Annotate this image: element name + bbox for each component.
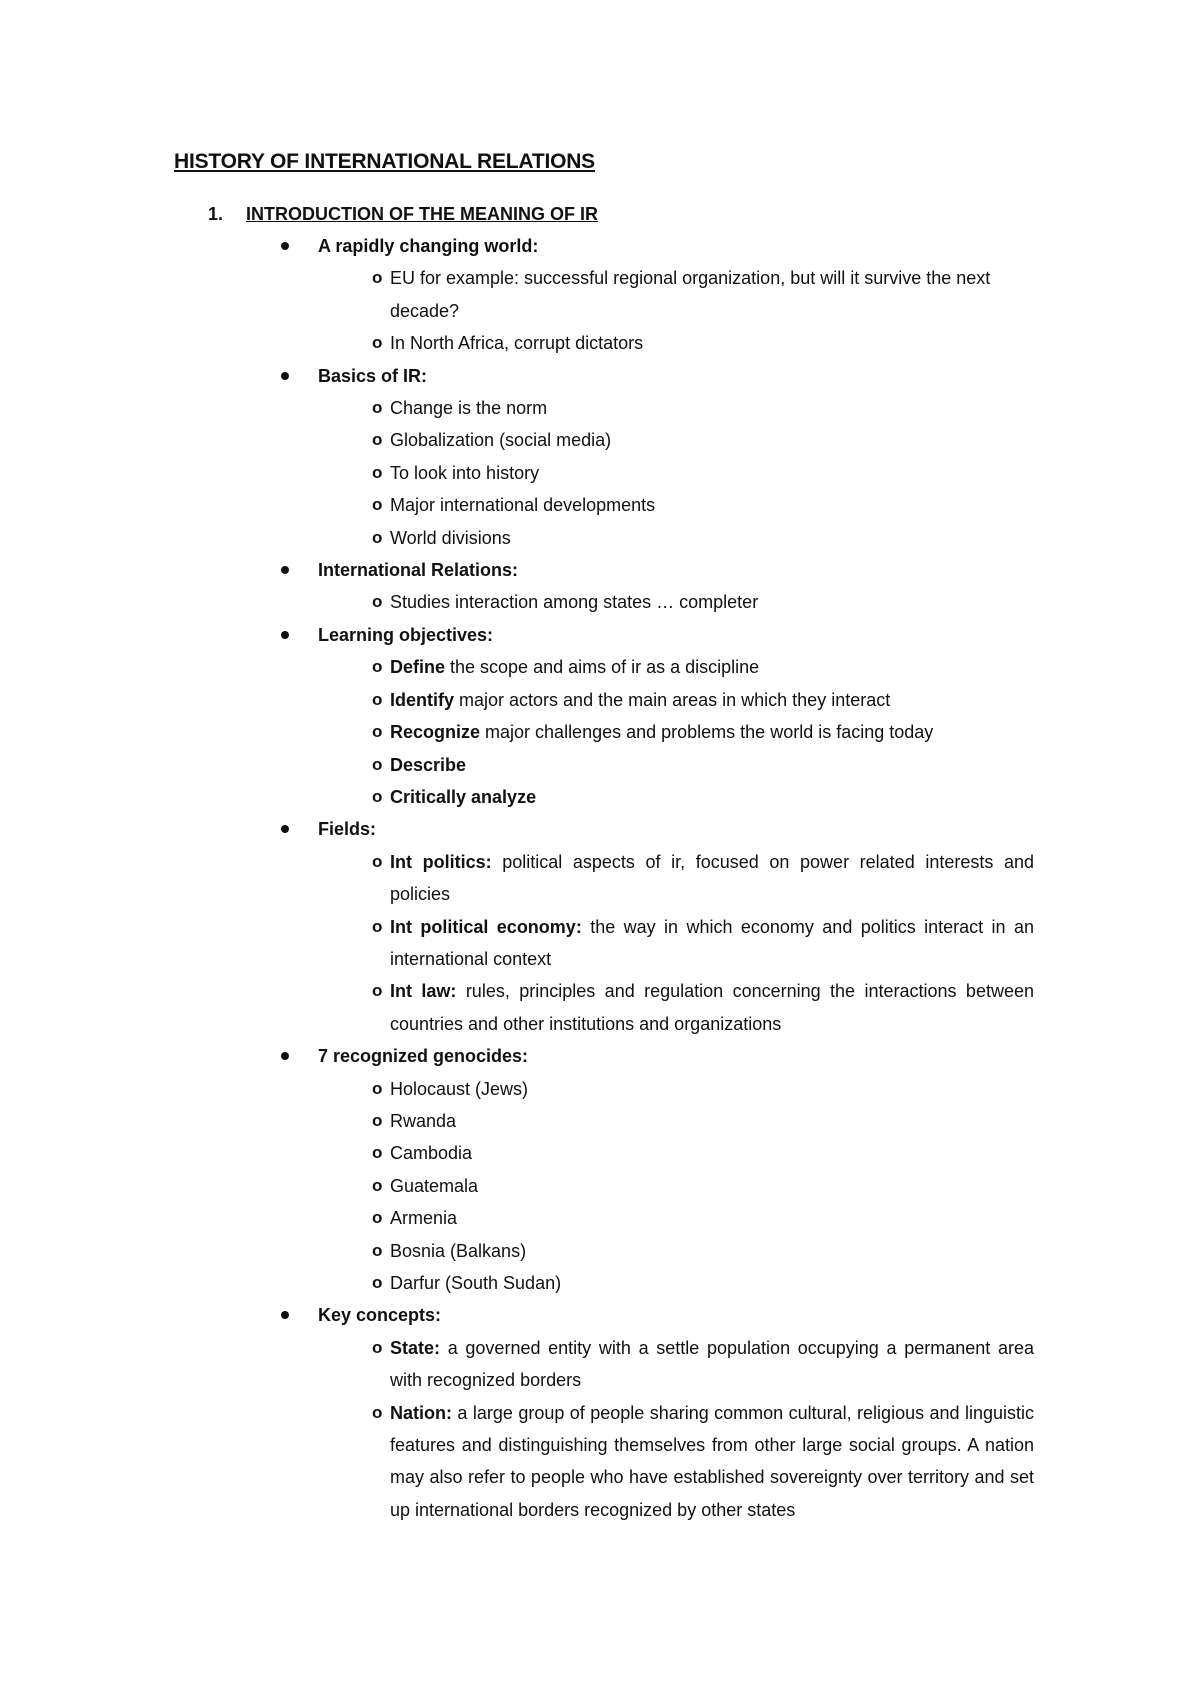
item-text: Major international developments (390, 495, 656, 516)
topic-item (0, 1202, 1034, 1234)
sub-bullet-o-icon: o (372, 1110, 383, 1130)
sub-bullet-o-icon: o (372, 592, 383, 612)
topic-label: Key concepts: (318, 1305, 442, 1326)
sub-bullet-o-icon: o (372, 1078, 383, 1098)
sub-bullet-o-icon: o (372, 462, 383, 482)
item-text: To look into history (390, 462, 540, 483)
item-text: a governed entity with a settle population occupying a permanent area with recognized borders (390, 1337, 1034, 1391)
document-title: HISTORY OF INTERNATIONAL RELATIONS (174, 150, 595, 173)
bullet-dot-icon (281, 631, 289, 639)
topic-heading (0, 619, 1200, 651)
bullet-dot-icon (281, 242, 289, 250)
item-text: Guatemala (390, 1175, 479, 1196)
item-text: rules, principles and regulation concerning the interactions between countries and other institutions and organizations (390, 981, 1034, 1034)
sub-bullet-o-icon: o (372, 1337, 383, 1357)
topic-item (0, 1073, 1034, 1105)
item-text: major challenges and problems the world is facing today (480, 722, 934, 743)
topic-item (0, 749, 1034, 781)
sub-bullet-o-icon: o (372, 851, 383, 871)
topic-item (0, 392, 1034, 424)
topic-item (0, 489, 1034, 521)
item-text: Armenia (390, 1208, 458, 1229)
item-term: State: (390, 1337, 441, 1358)
topic-item (0, 1267, 1034, 1299)
topic-heading (0, 1299, 1200, 1331)
topic-label: Fields: (318, 819, 377, 840)
item-text: Cambodia (390, 1143, 473, 1164)
sub-bullet-o-icon: o (372, 1402, 383, 1422)
item-text: Darfur (South Sudan) (390, 1273, 562, 1293)
bullet-dot-icon (281, 825, 289, 833)
item-term: Recognize (390, 722, 481, 743)
sub-bullet-o-icon: o (372, 754, 383, 774)
topic-item (0, 1170, 1034, 1202)
sub-bullet-o-icon: o (372, 1273, 383, 1292)
topic-item (0, 684, 1034, 716)
item-term: Int law: (390, 981, 457, 1002)
topic-label: International Relations: (318, 560, 519, 581)
bullet-dot-icon (281, 566, 289, 574)
item-term: Int politics: (390, 851, 492, 872)
item-text: the scope and aims of ir as a discipline (445, 657, 760, 678)
item-text: Studies interaction among states … completer (390, 592, 759, 613)
topic-heading (0, 554, 1200, 586)
item-term: Identify (390, 689, 455, 710)
topic-item (0, 586, 1034, 618)
item-text: the way in which economy and politics interact in an international context (390, 916, 1034, 969)
topic-item (0, 975, 1034, 1040)
topic-item (0, 846, 1034, 911)
item-text: Rwanda (390, 1110, 457, 1131)
topic-item (0, 781, 1034, 813)
item-text: Change is the norm (390, 398, 548, 419)
topic-heading (0, 1040, 1200, 1072)
topic-item (0, 1397, 1034, 1527)
item-text: Holocaust (Jews) (390, 1078, 529, 1099)
section-heading-text: INTRODUCTION OF THE MEANING OF IR (246, 204, 598, 224)
item-text: Bosnia (Balkans) (390, 1240, 527, 1261)
topic-item (0, 1105, 1034, 1137)
section-number: 1. (208, 204, 224, 224)
sub-bullet-o-icon: o (372, 1143, 383, 1163)
sub-bullet-o-icon: o (372, 689, 383, 709)
sub-bullet-o-icon: o (372, 916, 383, 936)
bullet-dot-icon (281, 1311, 289, 1319)
sub-bullet-o-icon: o (372, 268, 383, 288)
item-term: Define (390, 657, 446, 678)
topic-item (0, 1235, 1034, 1267)
item-text: Globalization (social media) (390, 430, 612, 451)
topic-item (0, 424, 1034, 456)
topic-item (0, 327, 1034, 359)
topic-label: A rapidly changing world: (318, 236, 539, 256)
topic-item (0, 262, 1034, 327)
sub-bullet-o-icon: o (372, 1240, 383, 1260)
topic-list (0, 230, 1200, 1526)
item-text: major actors and the main areas in which they interact (454, 689, 891, 710)
sub-bullet-o-icon: o (372, 1208, 383, 1228)
item-term: Critically analyze (390, 786, 537, 807)
topic-label: Learning objectives: (318, 624, 494, 645)
sub-bullet-o-icon: o (372, 495, 383, 515)
topic-item (0, 457, 1034, 489)
bullet-dot-icon (281, 1052, 289, 1060)
topic-label: 7 recognized genocides: (318, 1046, 529, 1067)
topic-item (0, 522, 1034, 554)
sub-bullet-o-icon: o (372, 722, 383, 742)
topic-heading (0, 230, 1200, 262)
sub-bullet-o-icon: o (372, 981, 383, 1001)
topic-item (0, 1137, 1034, 1169)
item-text: political aspects of ir, focused on power related interests and policies (390, 851, 1034, 905)
sub-bullet-o-icon: o (372, 430, 383, 450)
topic-item (0, 651, 1034, 683)
sub-bullet-o-icon: o (372, 398, 383, 418)
section-heading (208, 204, 598, 225)
item-term: Int political economy: (390, 916, 582, 937)
sub-bullet-o-icon: o (372, 333, 383, 353)
item-term: Nation: (390, 1402, 452, 1423)
sub-bullet-o-icon: o (372, 657, 383, 677)
sub-bullet-o-icon: o (372, 786, 383, 806)
topic-item (0, 716, 1034, 748)
sub-bullet-o-icon: o (372, 1175, 383, 1195)
bullet-dot-icon (281, 372, 289, 380)
topic-heading (0, 360, 1200, 392)
topic-label: Basics of IR: (318, 365, 428, 386)
item-text: a large group of people sharing common cultural, religious and linguistic features and distinguishing themselves from other large social groups. A nation may also refer to people who have established sovereignty over territory and set up international borders recognized by other states (390, 1402, 1034, 1520)
topic-item (0, 911, 1034, 976)
topic-item (0, 1332, 1034, 1397)
item-text: In North Africa, corrupt dictators (390, 333, 644, 354)
item-text: World divisions (390, 527, 511, 548)
sub-bullet-o-icon: o (372, 527, 383, 547)
item-text: EU for example: successful regional organization, but will it survive the next decade? (390, 268, 991, 321)
item-term: Describe (390, 754, 467, 775)
topic-heading (0, 813, 1200, 845)
